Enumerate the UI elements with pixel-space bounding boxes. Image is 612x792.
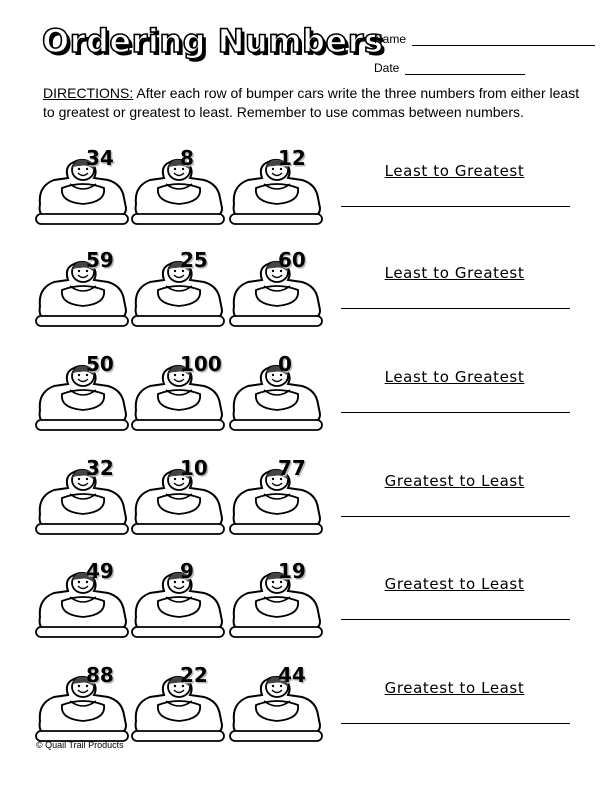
car-number: 8	[180, 146, 194, 170]
answer-line[interactable]	[341, 721, 570, 724]
bumper-car	[34, 456, 134, 540]
directions-label: DIRECTIONS:	[43, 85, 134, 101]
bumper-car	[228, 248, 328, 332]
car-row	[0, 146, 612, 240]
bumper-car	[130, 248, 230, 332]
car-number: 50	[86, 352, 114, 376]
bumper-car	[34, 559, 134, 643]
bumper-car	[228, 663, 328, 747]
order-instruction: Least to Greatest	[384, 162, 525, 180]
car-number: 77	[278, 456, 306, 480]
bumper-car	[130, 456, 230, 540]
date-label: Date	[374, 61, 400, 75]
car-number: 49	[86, 559, 114, 583]
bumper-car	[228, 456, 328, 540]
answer-line[interactable]	[341, 306, 570, 309]
car-number: 9	[180, 559, 194, 583]
bumper-car	[228, 559, 328, 643]
bumper-car	[228, 352, 328, 436]
car-number: 60	[278, 248, 306, 272]
order-instruction: Least to Greatest	[384, 264, 525, 282]
car-row	[0, 352, 612, 446]
answer-line[interactable]	[341, 514, 570, 517]
car-number: 100	[180, 352, 222, 376]
directions-text: After each row of bumper cars write the three numbers from either least to greatest or greatest to least. Remember to use commas between numbers.	[43, 85, 580, 120]
name-line[interactable]	[412, 33, 595, 46]
answer-line[interactable]	[341, 617, 570, 620]
car-number: 12	[278, 146, 306, 170]
bumper-car	[34, 146, 134, 230]
car-number: 19	[278, 559, 306, 583]
car-number: 44	[278, 663, 306, 687]
bumper-car	[130, 352, 230, 436]
bumper-car	[34, 352, 134, 436]
directions	[43, 84, 583, 122]
car-number: 59	[86, 248, 114, 272]
car-row	[0, 248, 612, 342]
car-number: 88	[86, 663, 114, 687]
order-instruction: Greatest to Least	[384, 679, 525, 697]
name-label: Name	[374, 32, 407, 46]
copyright: © Quail Trail Products	[36, 740, 124, 750]
car-number: 0	[278, 352, 292, 376]
car-number: 22	[180, 663, 208, 687]
answer-line[interactable]	[341, 410, 570, 413]
bumper-car	[34, 248, 134, 332]
order-instruction: Greatest to Least	[384, 575, 525, 593]
name-field[interactable]	[374, 32, 595, 46]
bumper-car	[130, 559, 230, 643]
car-row	[0, 559, 612, 653]
bumper-car	[130, 146, 230, 230]
date-field[interactable]	[374, 61, 525, 75]
car-number: 25	[180, 248, 208, 272]
car-row	[0, 456, 612, 550]
answer-line[interactable]	[341, 204, 570, 207]
worksheet-title: Ordering Numbers	[42, 22, 384, 60]
bumper-car	[228, 146, 328, 230]
bumper-car	[130, 663, 230, 747]
bumper-car	[34, 663, 134, 747]
order-instruction: Greatest to Least	[384, 472, 525, 490]
car-number: 32	[86, 456, 114, 480]
order-instruction: Least to Greatest	[384, 368, 525, 386]
date-line[interactable]	[405, 62, 525, 75]
car-number: 10	[180, 456, 208, 480]
car-number: 34	[86, 146, 114, 170]
